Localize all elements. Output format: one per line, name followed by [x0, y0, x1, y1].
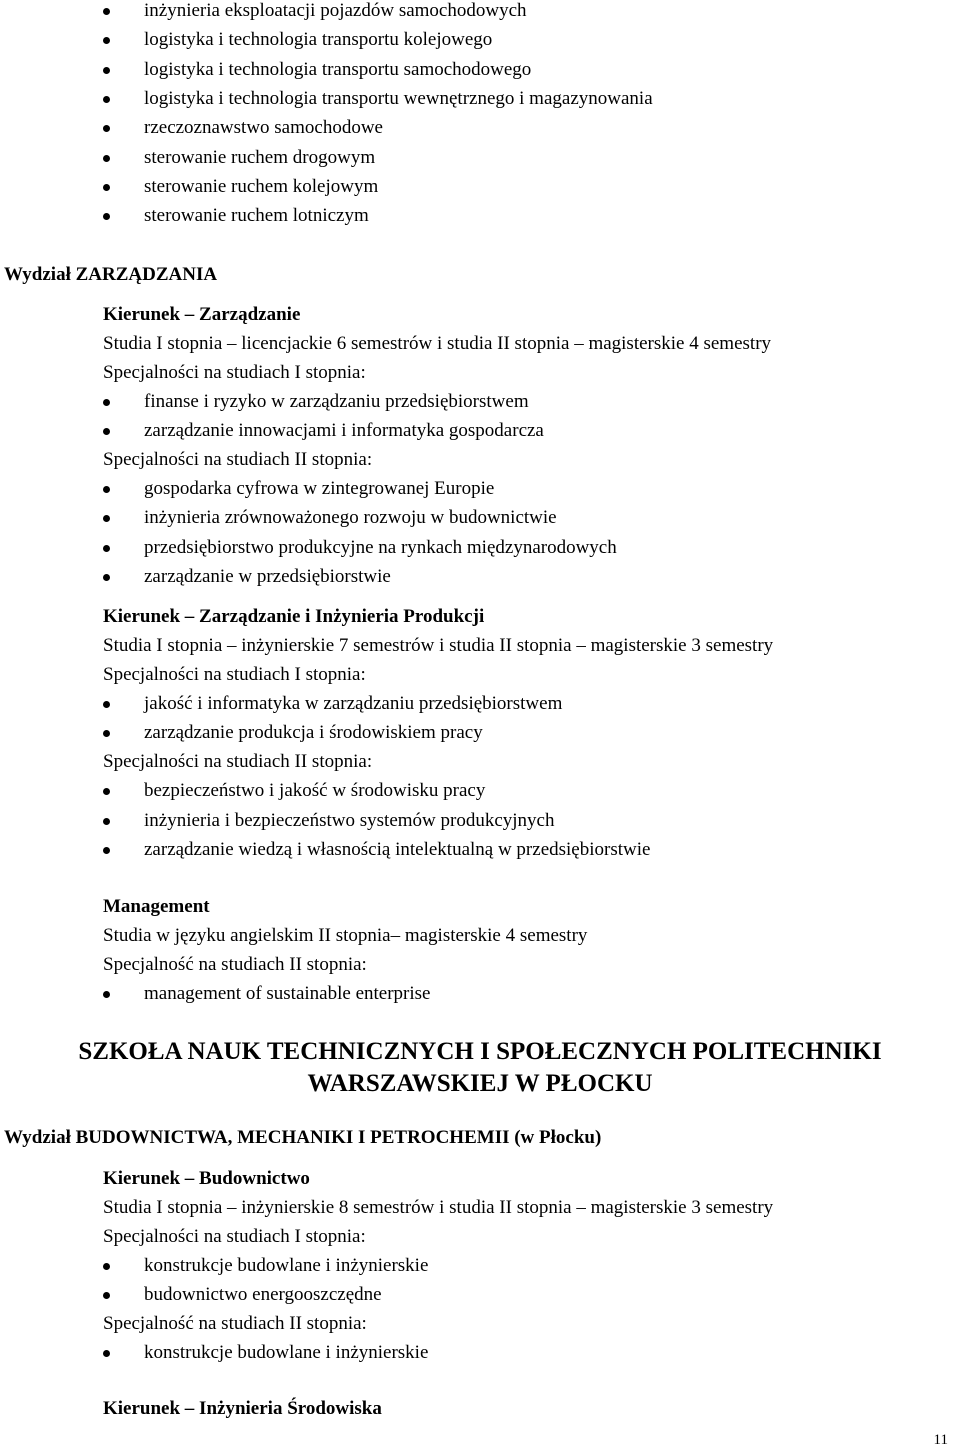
bullet-icon — [103, 486, 110, 493]
list-item: sterowanie ruchem kolejowym — [144, 176, 379, 197]
bullet-icon — [103, 213, 110, 220]
faculty-heading-budownictwa: Wydział BUDOWNICTWA, MECHANIKI I PETROCHEMII (w Płocku) — [4, 1127, 602, 1148]
list-item: jakość i informatyka w zarządzaniu przedsiębiorstwem — [144, 693, 563, 714]
specialization-label: Specjalności na studiach I stopnia: — [103, 664, 366, 685]
list-item: budownictwo energooszczędne — [144, 1284, 382, 1305]
page-number: 11 — [933, 1432, 948, 1448]
program-title-inzynieria-srodowiska: Kierunek – Inżynieria Środowiska — [103, 1398, 382, 1419]
list-item: rzeczoznawstwo samochodowe — [144, 117, 383, 138]
list-item: inżynieria eksploatacji pojazdów samochodowych — [144, 0, 527, 21]
list-item: logistyka i technologia transportu samochodowego — [144, 59, 532, 80]
program-title-zip: Kierunek – Zarządzanie i Inżynieria Produkcji — [103, 606, 485, 627]
bullet-icon — [103, 515, 110, 522]
bullet-icon — [103, 847, 110, 854]
list-item: zarządzanie produkcja i środowiskiem pracy — [144, 722, 483, 743]
list-item: konstrukcje budowlane i inżynierskie — [144, 1255, 429, 1276]
specialization-label: Specjalności na studiach II stopnia: — [103, 751, 373, 772]
bullet-icon — [103, 96, 110, 103]
bullet-icon — [103, 1292, 110, 1299]
list-item: logistyka i technologia transportu wewnętrznego i magazynowania — [144, 88, 653, 109]
list-item: konstrukcje budowlane i inżynierskie — [144, 1342, 429, 1363]
bullet-icon — [103, 1350, 110, 1357]
list-item: gospodarka cyfrowa w zintegrowanej Europie — [144, 478, 495, 499]
bullet-icon — [103, 1263, 110, 1270]
program-title-budownictwo: Kierunek – Budownictwo — [103, 1168, 310, 1189]
specialization-label: Specjalności na studiach II stopnia: — [103, 449, 373, 470]
list-item: przedsiębiorstwo produkcyjne na rynkach międzynarodowych — [144, 537, 617, 558]
bullet-icon — [103, 730, 110, 737]
bullet-icon — [103, 37, 110, 44]
program-studies: Studia I stopnia – inżynierskie 7 semestrów i studia II stopnia – magisterskie 3 semestry — [103, 635, 774, 656]
specialization-label: Specjalność na studiach II stopnia: — [103, 954, 367, 975]
list-item: zarządzanie wiedzą i własnością intelektualną w przedsiębiorstwie — [144, 839, 651, 860]
school-title-line-2: WARSZAWSKIEJ W PŁOCKU — [307, 1070, 653, 1097]
bullet-icon — [103, 701, 110, 708]
bullet-icon — [103, 788, 110, 795]
bullet-icon — [103, 8, 110, 15]
bullet-icon — [103, 67, 110, 74]
bullet-icon — [103, 574, 110, 581]
program-title-zarzadzanie: Kierunek – Zarządzanie — [103, 304, 301, 325]
specialization-label: Specjalności na studiach I stopnia: — [103, 1226, 366, 1247]
list-item: finanse i ryzyko w zarządzaniu przedsiębiorstwem — [144, 391, 529, 412]
list-item: sterowanie ruchem drogowym — [144, 147, 376, 168]
bullet-icon — [103, 545, 110, 552]
program-studies: Studia I stopnia – inżynierskie 8 semestrów i studia II stopnia – magisterskie 3 semestry — [103, 1197, 774, 1218]
bullet-icon — [103, 991, 110, 998]
bullet-icon — [103, 184, 110, 191]
list-item: bezpieczeństwo i jakość w środowisku pracy — [144, 780, 486, 801]
program-title-management: Management — [103, 896, 210, 917]
list-item: zarządzanie innowacjami i informatyka gospodarcza — [144, 420, 544, 441]
bullet-icon — [103, 155, 110, 162]
list-item: sterowanie ruchem lotniczym — [144, 205, 369, 226]
bullet-icon — [103, 428, 110, 435]
program-studies: Studia I stopnia – licencjackie 6 semestrów i studia II stopnia – magisterskie 4 semestry — [103, 333, 772, 354]
specialization-label: Specjalność na studiach II stopnia: — [103, 1313, 367, 1334]
list-item: inżynieria i bezpieczeństwo systemów produkcyjnych — [144, 810, 555, 831]
bullet-icon — [103, 125, 110, 132]
specialization-label: Specjalności na studiach I stopnia: — [103, 362, 366, 383]
list-item: inżynieria zrównoważonego rozwoju w budownictwie — [144, 507, 557, 528]
list-item: management of sustainable enterprise — [144, 983, 431, 1004]
program-studies: Studia w języku angielskim II stopnia– magisterskie 4 semestry — [103, 925, 588, 946]
list-item: zarządzanie w przedsiębiorstwie — [144, 566, 391, 587]
bullet-icon — [103, 818, 110, 825]
faculty-heading-zarzadzania: Wydział ZARZĄDZANIA — [4, 264, 218, 285]
bullet-icon — [103, 399, 110, 406]
school-title-line-1: SZKOŁA NAUK TECHNICZNYCH I SPOŁECZNYCH POLITECHNIKI — [78, 1038, 882, 1065]
list-item: logistyka i technologia transportu kolejowego — [144, 29, 493, 50]
